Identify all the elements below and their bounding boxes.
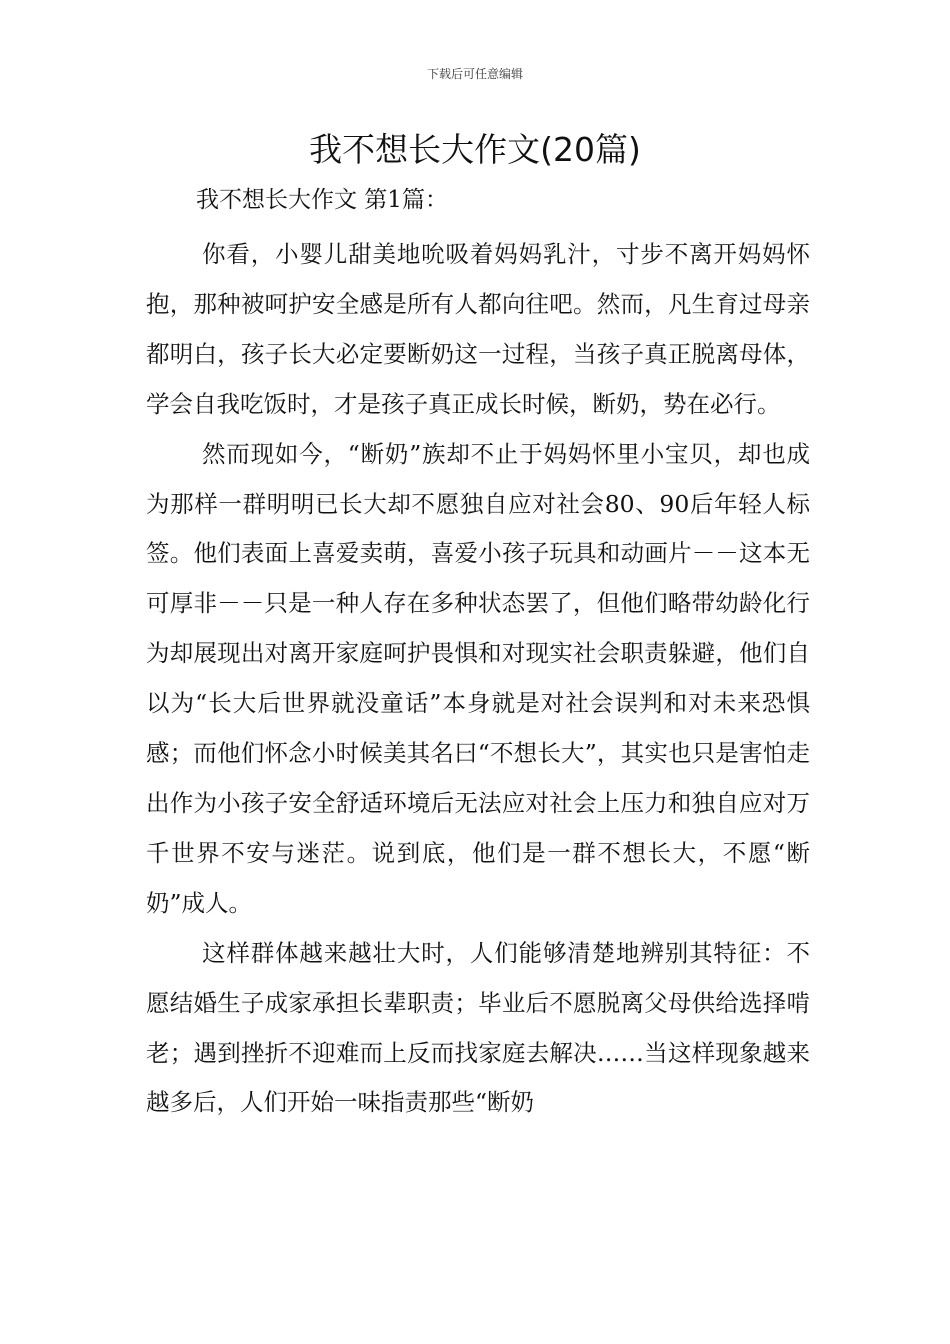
- page-header-note: 下载后可任意编辑: [426, 67, 523, 81]
- paragraph-2: 然而现如今，“断奶”族却不止于妈妈怀里小宝贝，却也成为那样一群明明已长大却不愿独自应对社会80、90后年轻人标签。他们表面上喜爱卖萌，喜爱小孩子玩具和动画片－－这本无可厚非－－只是一种人存在多种状态罢了，但他们略带幼龄化行为却展现出对离开家庭呵护畏惧和对现实社会职责躲避，他们自以为“长大后世界就没童话”本身就是对社会误判和对未来恐惧感；而他们怀念小时候美其名曰“不想长大”，其实也只是害怕走出作为小孩子安全舒适环境后无法应对社会上压力和独自应对万千世界不安与迷茫。说到底，他们是一群不想长大，不愿“断奶”成人。: [146, 439, 810, 917]
- paragraph-3: 这样群体越来越壮大时，人们能够清楚地辨别其特征：不愿结婚生子成家承担长辈职责；毕业后不愿脱离父母供给选择啃老；遇到挫折不迎难而上反而找家庭去解决……当这样现象越来越多后，人们开始一味指责那些“断奶: [146, 938, 810, 1117]
- section-heading: 我不想长大作文 第1篇：: [196, 187, 448, 213]
- body-text: [146, 230, 810, 1128]
- paragraph-1: 你看，小婴儿甜美地吮吸着妈妈乳汁，寸步不离开妈妈怀抱，那种被呵护安全感是所有人都向往吧。然而，凡生育过母亲都明白，孩子长大必定要断奶这一过程，当孩子真正脱离母体，学会自我吃饭时，才是孩子真正成长时候，断奶，势在必行。: [146, 240, 810, 418]
- document-title: 我不想长大作文(20篇): [309, 130, 641, 169]
